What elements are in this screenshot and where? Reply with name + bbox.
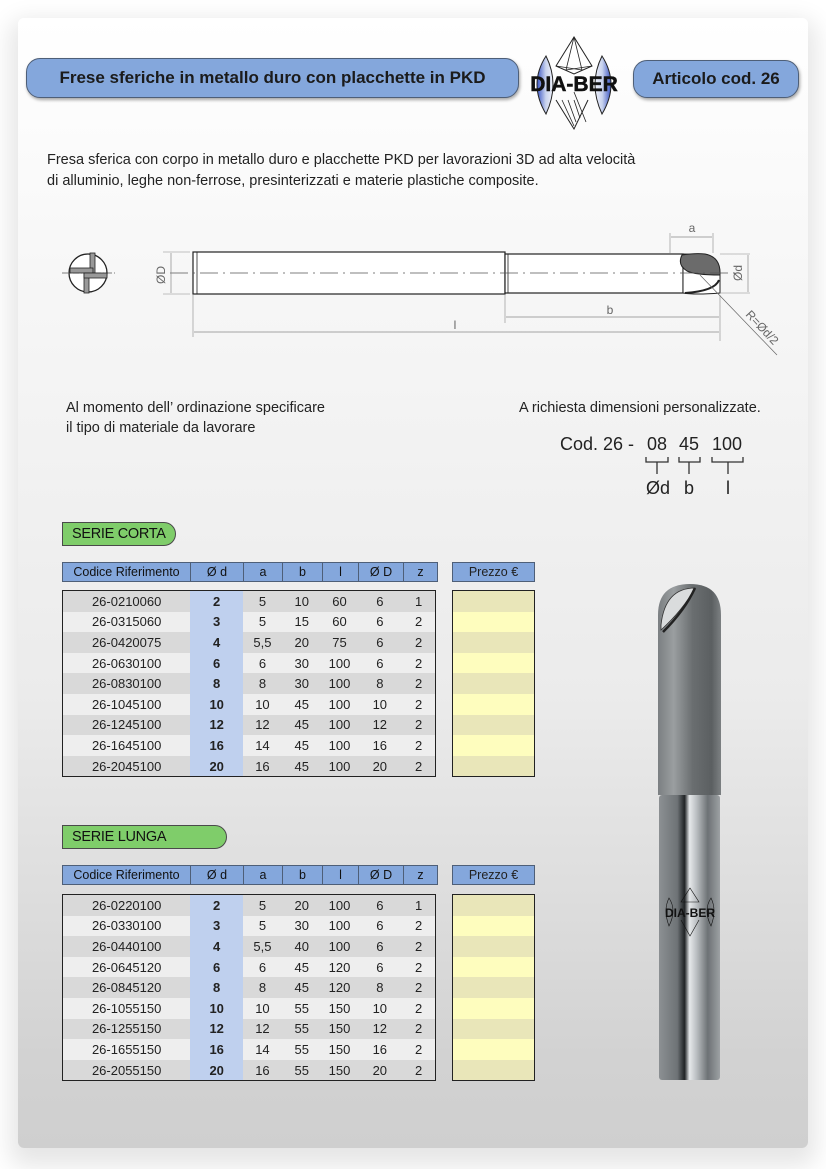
cell-a: 10 bbox=[255, 696, 270, 712]
cell-code: 26-0210060 bbox=[91, 593, 162, 609]
cell-d: 8 bbox=[190, 673, 243, 694]
custom-dimensions-note: A richiesta dimensioni personalizzate. bbox=[519, 400, 761, 416]
cell-l: 150 bbox=[328, 1062, 351, 1078]
cell-l: 100 bbox=[328, 696, 351, 712]
cell-code: 26-0630100 bbox=[91, 655, 162, 671]
col-d: Ø d bbox=[190, 562, 244, 582]
price-input-cell[interactable] bbox=[453, 612, 534, 633]
cell-D: 6 bbox=[376, 634, 384, 650]
table-row bbox=[63, 715, 435, 736]
cell-D: 6 bbox=[376, 959, 384, 975]
cell-l: 100 bbox=[328, 655, 351, 671]
price-column-lunga bbox=[452, 894, 535, 1081]
price-header-corta: Prezzo € bbox=[452, 562, 535, 582]
cell-b: 30 bbox=[294, 655, 309, 671]
table-lunga bbox=[62, 894, 436, 1081]
table-row bbox=[63, 694, 435, 715]
cell-l: 150 bbox=[328, 1000, 351, 1016]
cell-a: 12 bbox=[255, 1021, 270, 1037]
cell-z: 2 bbox=[414, 676, 423, 692]
product-image-ball-end-mill bbox=[655, 580, 725, 1085]
price-input-cell[interactable] bbox=[453, 977, 534, 998]
cell-D: 6 bbox=[376, 938, 384, 954]
cell-a: 5 bbox=[258, 897, 267, 913]
table-row bbox=[63, 632, 435, 653]
col-b: b bbox=[282, 865, 323, 885]
cell-code: 26-0220100 bbox=[91, 897, 162, 913]
cell-code: 26-0330100 bbox=[91, 918, 162, 934]
cell-z: 2 bbox=[414, 1062, 423, 1078]
cell-d: 4 bbox=[190, 936, 243, 957]
cell-d: 16 bbox=[190, 1039, 243, 1060]
table-row bbox=[63, 591, 435, 612]
cell-b: 55 bbox=[294, 1062, 309, 1078]
cell-d: 12 bbox=[190, 1019, 243, 1040]
cell-code: 26-0440100 bbox=[91, 938, 162, 954]
cell-d: 3 bbox=[190, 612, 243, 633]
cell-D: 6 bbox=[376, 918, 384, 934]
cell-z: 2 bbox=[414, 1000, 423, 1016]
cell-l: 100 bbox=[328, 918, 351, 934]
table-row bbox=[63, 673, 435, 694]
price-input-cell[interactable] bbox=[453, 715, 534, 736]
cell-d: 8 bbox=[190, 977, 243, 998]
price-input-cell[interactable] bbox=[453, 735, 534, 756]
label-shank-diameter: ØD bbox=[154, 266, 168, 284]
price-column-corta bbox=[452, 590, 535, 777]
col-d: Ø d bbox=[190, 865, 244, 885]
cell-b: 30 bbox=[294, 676, 309, 692]
cell-d: 3 bbox=[190, 916, 243, 937]
code-brackets bbox=[640, 456, 750, 478]
cell-d: 6 bbox=[190, 957, 243, 978]
cell-D: 16 bbox=[372, 1041, 388, 1057]
cell-code: 26-1655150 bbox=[91, 1041, 162, 1057]
cell-d: 2 bbox=[190, 591, 243, 612]
cell-code: 26-2055150 bbox=[91, 1062, 162, 1078]
cell-l: 100 bbox=[328, 676, 351, 692]
order-note-line-2: il tipo di materiale da lavorare bbox=[66, 420, 256, 436]
table-row bbox=[63, 653, 435, 674]
col-a: a bbox=[243, 562, 283, 582]
cell-a: 10 bbox=[255, 1000, 270, 1016]
cell-d: 16 bbox=[190, 735, 243, 756]
cell-D: 12 bbox=[372, 717, 388, 733]
cell-z: 2 bbox=[414, 634, 423, 650]
cell-z: 1 bbox=[414, 593, 423, 609]
table-row bbox=[63, 1019, 435, 1040]
code-label-diameter: Ød bbox=[646, 478, 671, 498]
cell-D: 12 bbox=[372, 1021, 388, 1037]
order-note bbox=[66, 398, 325, 438]
cell-code: 26-1255150 bbox=[91, 1021, 162, 1037]
article-code-badge bbox=[633, 60, 799, 98]
price-input-cell[interactable] bbox=[453, 756, 534, 777]
article-code-text: Articolo cod. 26 bbox=[652, 69, 780, 88]
cell-b: 15 bbox=[294, 614, 309, 630]
cell-z: 2 bbox=[414, 758, 423, 774]
cell-a: 14 bbox=[255, 737, 270, 753]
price-input-cell[interactable] bbox=[453, 916, 534, 937]
cell-code: 26-0420075 bbox=[91, 634, 162, 650]
cell-a: 8 bbox=[258, 676, 267, 692]
cell-z: 2 bbox=[414, 737, 423, 753]
cell-d: 20 bbox=[190, 1060, 243, 1081]
cell-D: 16 bbox=[372, 737, 388, 753]
cell-D: 6 bbox=[376, 655, 384, 671]
cell-d: 6 bbox=[190, 653, 243, 674]
end-view-icon bbox=[62, 253, 115, 293]
cell-a: 5,5 bbox=[253, 634, 272, 650]
price-input-cell[interactable] bbox=[453, 673, 534, 694]
cell-code: 26-1245100 bbox=[91, 717, 162, 733]
technical-drawing bbox=[55, 215, 795, 365]
cell-a: 6 bbox=[258, 959, 267, 975]
product-description bbox=[47, 150, 635, 192]
price-input-cell[interactable] bbox=[453, 936, 534, 957]
table-row bbox=[63, 977, 435, 998]
cell-a: 16 bbox=[255, 758, 270, 774]
code-label-b: b bbox=[684, 478, 695, 498]
col-l: l bbox=[322, 865, 359, 885]
cell-z: 2 bbox=[414, 614, 423, 630]
col-z: z bbox=[403, 865, 438, 885]
code-prefix: Cod. 26 - bbox=[560, 434, 635, 454]
page-title-text: Frese sferiche in metallo duro con placchette in PKD bbox=[59, 68, 486, 87]
price-input-cell[interactable] bbox=[453, 694, 534, 715]
cell-b: 55 bbox=[294, 1021, 309, 1037]
col-code: Codice Riferimento bbox=[62, 865, 191, 885]
table-row bbox=[63, 756, 435, 777]
price-header-lunga: Prezzo € bbox=[452, 865, 535, 885]
col-z: z bbox=[403, 562, 438, 582]
cell-D: 8 bbox=[376, 676, 384, 692]
cell-a: 5 bbox=[258, 593, 267, 609]
col-a: a bbox=[243, 865, 283, 885]
cell-code: 26-0845120 bbox=[91, 980, 162, 996]
cell-z: 1 bbox=[414, 897, 423, 913]
series-corta-tag: SERIE CORTA bbox=[62, 522, 176, 546]
cell-D: 20 bbox=[372, 1062, 388, 1078]
cell-b: 45 bbox=[294, 758, 309, 774]
description-line-1: Fresa sferica con corpo in metallo duro e placchette PKD per lavorazioni 3D ad alta velocità bbox=[47, 152, 636, 168]
col-code: Codice Riferimento bbox=[62, 562, 191, 582]
cell-b: 10 bbox=[294, 593, 309, 609]
cell-D: 10 bbox=[372, 696, 388, 712]
cell-l: 150 bbox=[328, 1021, 351, 1037]
cell-d: 20 bbox=[190, 756, 243, 777]
cell-z: 2 bbox=[414, 717, 423, 733]
cell-code: 26-0830100 bbox=[91, 676, 162, 692]
cell-z: 2 bbox=[414, 980, 423, 996]
cell-d: 10 bbox=[190, 998, 243, 1019]
cell-a: 8 bbox=[258, 980, 267, 996]
price-input-cell[interactable] bbox=[453, 957, 534, 978]
cell-l: 75 bbox=[332, 634, 347, 650]
price-input-cell[interactable] bbox=[453, 1060, 534, 1081]
cell-l: 100 bbox=[328, 737, 351, 753]
table-row bbox=[63, 1060, 435, 1081]
table-corta bbox=[62, 590, 436, 777]
label-l: l bbox=[453, 318, 457, 332]
label-b: b bbox=[606, 303, 614, 317]
cell-code: 26-0645120 bbox=[91, 959, 162, 975]
description-line-2: di alluminio, leghe non-ferrose, presinterizzati e materie plastiche composite. bbox=[47, 173, 539, 189]
cell-l: 120 bbox=[328, 980, 351, 996]
series-lunga-tag: SERIE LUNGA bbox=[62, 825, 227, 849]
price-input-cell[interactable] bbox=[453, 895, 534, 916]
table-header-lunga bbox=[62, 865, 437, 885]
code-part-b: 45 bbox=[679, 434, 700, 454]
diaber-logo bbox=[526, 34, 622, 132]
cell-code: 26-0315060 bbox=[91, 614, 162, 630]
cell-b: 45 bbox=[294, 980, 309, 996]
table-row bbox=[63, 957, 435, 978]
price-input-cell[interactable] bbox=[453, 632, 534, 653]
product-logo-text: DIA-BER bbox=[665, 906, 715, 920]
cell-D: 8 bbox=[376, 980, 384, 996]
label-radius: R=Ød/2 bbox=[742, 307, 782, 348]
code-part-diameter: 08 bbox=[647, 434, 668, 454]
cell-a: 5 bbox=[258, 918, 267, 934]
cell-z: 2 bbox=[414, 1041, 423, 1057]
cell-z: 2 bbox=[414, 1021, 423, 1037]
cell-l: 100 bbox=[328, 758, 351, 774]
cell-z: 2 bbox=[414, 959, 423, 975]
cell-d: 12 bbox=[190, 715, 243, 736]
cell-D: 6 bbox=[376, 614, 384, 630]
cell-b: 45 bbox=[294, 959, 309, 975]
cell-z: 2 bbox=[414, 918, 423, 934]
table-row bbox=[63, 936, 435, 957]
cell-z: 2 bbox=[414, 696, 423, 712]
table-row bbox=[63, 998, 435, 1019]
col-D: Ø D bbox=[358, 562, 404, 582]
cell-b: 30 bbox=[294, 918, 309, 934]
cell-a: 5 bbox=[258, 614, 267, 630]
price-input-cell[interactable] bbox=[453, 1039, 534, 1060]
price-input-cell[interactable] bbox=[453, 1019, 534, 1040]
cell-b: 20 bbox=[294, 897, 309, 913]
price-input-cell[interactable] bbox=[453, 591, 534, 612]
table-row bbox=[63, 612, 435, 633]
cell-b: 45 bbox=[294, 696, 309, 712]
cell-l: 100 bbox=[328, 897, 351, 913]
cell-l: 100 bbox=[328, 717, 351, 733]
cell-a: 6 bbox=[258, 655, 267, 671]
table-row bbox=[63, 1039, 435, 1060]
page-title bbox=[26, 58, 519, 98]
logo-text: DIA-BER bbox=[530, 73, 618, 96]
cell-a: 16 bbox=[255, 1062, 270, 1078]
cell-l: 60 bbox=[332, 614, 347, 630]
label-a: a bbox=[688, 221, 696, 235]
cell-D: 20 bbox=[372, 758, 388, 774]
cell-d: 10 bbox=[190, 694, 243, 715]
code-label-l: l bbox=[726, 478, 730, 498]
cell-l: 150 bbox=[328, 1041, 351, 1057]
cell-z: 2 bbox=[414, 938, 423, 954]
price-input-cell[interactable] bbox=[453, 653, 534, 674]
col-b: b bbox=[282, 562, 323, 582]
code-part-l: 100 bbox=[712, 434, 743, 454]
cell-b: 45 bbox=[294, 737, 309, 753]
col-D: Ø D bbox=[358, 865, 404, 885]
cell-D: 6 bbox=[376, 897, 384, 913]
cell-code: 26-1645100 bbox=[91, 737, 162, 753]
table-header-corta bbox=[62, 562, 437, 582]
cell-code: 26-1055150 bbox=[91, 1000, 162, 1016]
cell-d: 2 bbox=[190, 895, 243, 916]
price-input-cell[interactable] bbox=[453, 998, 534, 1019]
cell-z: 2 bbox=[414, 655, 423, 671]
cell-a: 12 bbox=[255, 717, 270, 733]
cell-code: 26-1045100 bbox=[91, 696, 162, 712]
cell-l: 60 bbox=[332, 593, 347, 609]
cell-a: 5,5 bbox=[253, 938, 272, 954]
label-tip-diameter: Ød bbox=[731, 264, 745, 282]
table-row bbox=[63, 916, 435, 937]
cell-b: 45 bbox=[294, 717, 309, 733]
cell-code: 26-2045100 bbox=[91, 758, 162, 774]
cell-D: 6 bbox=[376, 593, 384, 609]
cell-b: 55 bbox=[294, 1041, 309, 1057]
col-l: l bbox=[322, 562, 359, 582]
table-row bbox=[63, 735, 435, 756]
cell-l: 100 bbox=[328, 938, 351, 954]
cell-l: 120 bbox=[328, 959, 351, 975]
table-row bbox=[63, 895, 435, 916]
cell-D: 10 bbox=[372, 1000, 388, 1016]
order-note-line-1: Al momento dell’ ordinazione specificare bbox=[66, 400, 325, 416]
cell-b: 20 bbox=[294, 634, 309, 650]
cell-b: 40 bbox=[294, 938, 309, 954]
cell-b: 55 bbox=[294, 1000, 309, 1016]
cell-a: 14 bbox=[255, 1041, 270, 1057]
cell-d: 4 bbox=[190, 632, 243, 653]
